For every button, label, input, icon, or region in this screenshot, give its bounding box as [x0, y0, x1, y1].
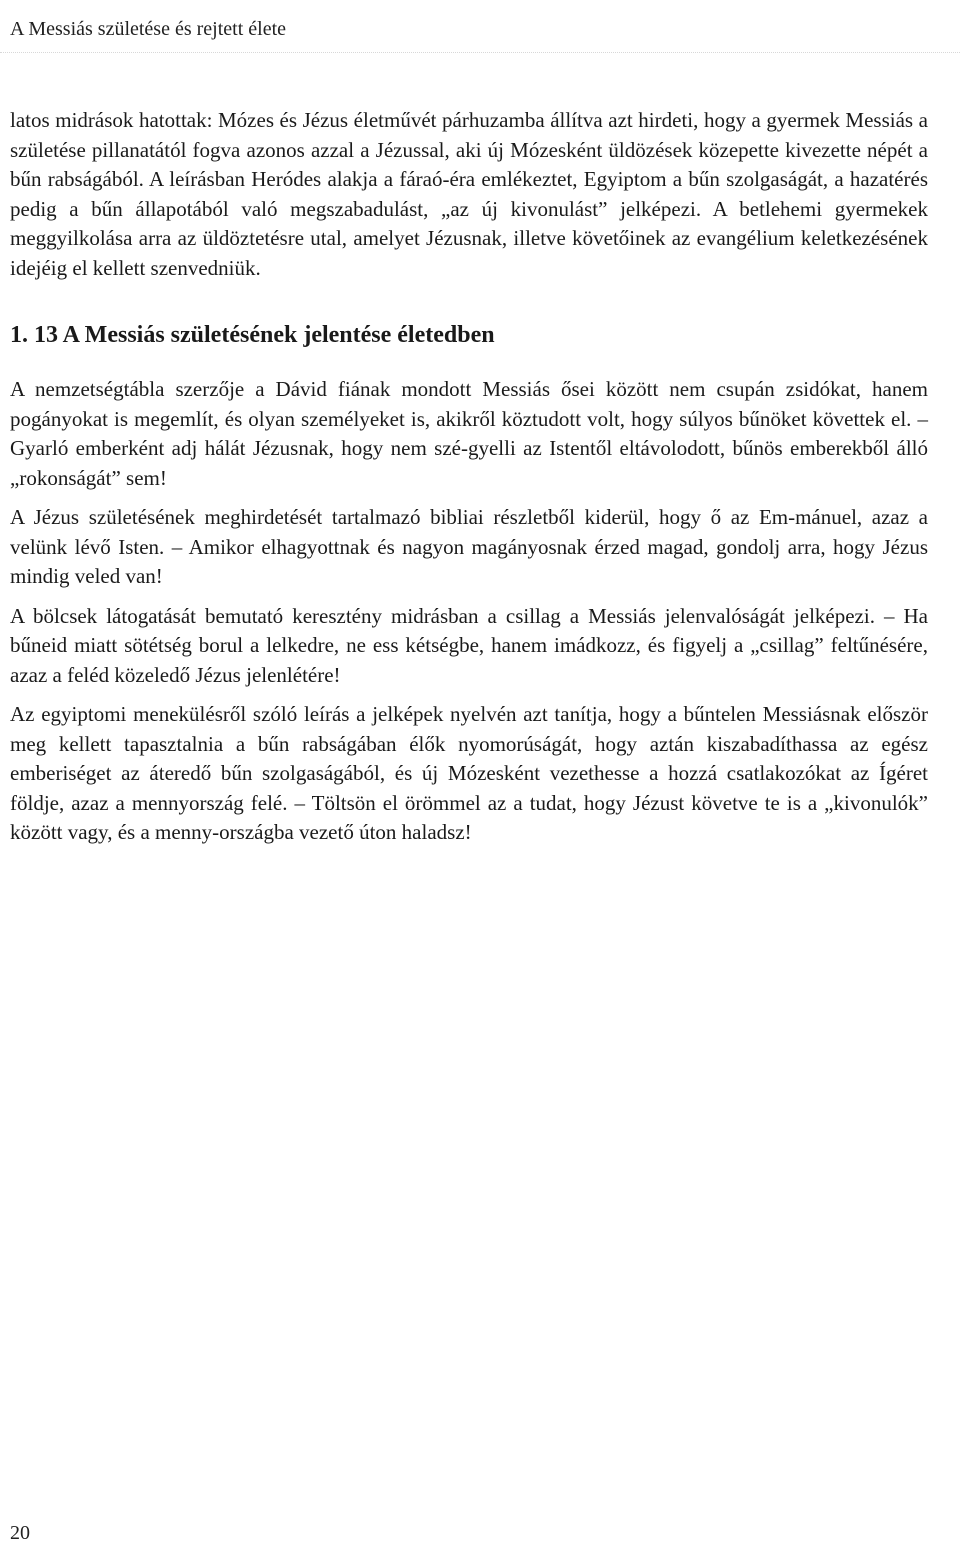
running-header-title: A Messiás születése és rejtett élete — [10, 18, 287, 40]
section-paragraph-2: A Jézus születésének meghirdetését tartalmazó bibliai részletből kiderül, hogy ő az Em-mánuel, azaz a velünk lévő Isten. – Amikor elhagyottnak és nagyon magányosnak érzed magad, gondolj arra, hogy Jézus mindig veled van! — [10, 505, 928, 588]
section-paragraph-1: A nemzetségtábla szerzője a Dávid fiának mondott Messiás ősei között nem csupán zsidókat, hanem pogányokat is megemlít, és olyan személyeket is, akikről köztudott volt, hogy súlyos bűnöket követtek el. – Gyarló emberként adj hálát Jézusnak, hogy nem szé-gyelli az Istentől eltávolodott, bűnös emberekből álló „rokonságát” sem! — [10, 377, 928, 490]
intro-paragraph: latos midrások hatottak: Mózes és Jézus életművét párhuzamba állítva azt hirdeti, hogy a gyermek Messiás a születése pillanatától fogva azonos azzal a Jézussal, aki új Mózesként üldözések közepette kivezette népét a bűn rabságából. A leírásban Heródes alakja a fáraó-éra emlékeztet, Egyiptom a bűn szolgaságát, a hazatérés pedig a bűn állapotából való megszabadulást, „az új kivonulást” jelképezi. A betlehemi gyermekek meggyilkolása arra az üldöztetésre utal, amelyet Jézusnak, illetve követőinek az evangélium keletkezésének idejéig el kellett szenvedniük. — [10, 108, 928, 280]
section-paragraph-4: Az egyiptomi menekülésről szóló leírás a jelképek nyelvén azt tanítja, hogy a bűntelen Messiásnak először meg kellett tapasztalnia a bűn rabságában élők nyomorúságát, hogy aztán kiszabadíthassa az egész emberiséget az áteredő bűn szolgaságából, és új Mózesként vezethesse a hozzá csatlakozókat az Ígéret földje, azaz a mennyország felé. – Töltsön el örömmel az a tudat, hogy Jézust követve te is a „kivonulók” között vagy, és a menny-országba vezető úton haladsz! — [10, 702, 928, 844]
page-body — [10, 106, 928, 858]
section-heading: 1. 13 A Messiás születésének jelentése életedben — [10, 322, 495, 348]
section-paragraph-3: A bölcsek látogatását bemutató keresztény midrásban a csillag a Messiás jelenvalóságát jelképezi. – Ha bűneid miatt sötétség borul a lelkedre, ne ess kétségbe, hanem imádkozz, és figyelj a „csillag” feltűnésére, azaz a feléd közeledő Jézus jelenlétére! — [10, 603, 928, 687]
page-number: 20 — [10, 1522, 30, 1544]
header-divider — [0, 52, 960, 53]
